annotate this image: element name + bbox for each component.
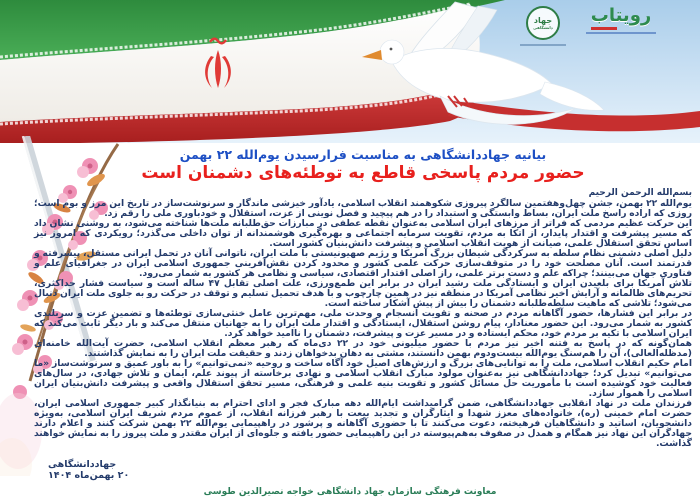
- body-paragraph: دلیل اصلی دشمنی نظام سلطه به سرکردگی شیطان بزرگ آمریکا و رژیم صهیونیستی با ملت ایران، ناتوانی آنان در تحمل ایرانی مستقل، پیشرفته و قدرتمند است. آنان مصلحت خود را در متوقف‌سازی حرکت علمی کشور و محدود کردن نقش‌آفرینی جمهوری اسلامی ایران در جغرافیای علم و فناوری جهان می‌بینند؛ چراکه علم و دست برتر علمی، راز اصلی اقتدار اقتصادی، سیاسی و نظامی هر کشور به شمار می‌رود.: [34, 248, 692, 279]
- statement-body: [0, 145, 700, 449]
- hero-banner: [0, 0, 700, 143]
- body-paragraph: در برابر این فشارها، حضور آگاهانه مردم در صحنه و تقویت انسجام و وحدت ملی، مهم‌ترین عامل خنثی‌سازی توطئه‌ها و تضمین عزت و سربلندی کشور به شمار می‌رود. این حضور معنادار، پیام روشن استقلال، ایستادگی و اقتدار ملت ایران را به جهانیان منتقل می‌کند و بار دیگر ثابت می‌کند که ایران اسلامی با تکیه بر مردم خود، محکم ایستاده و در مسیر عزت و پیشرفت، دشمنان را ناامید خواهد کرد.: [34, 308, 692, 339]
- seal-text: جهاد: [533, 15, 553, 25]
- jahad-seal-logo: جهاد دانشگاهی: [526, 6, 560, 40]
- seal-caption-line: [520, 44, 566, 46]
- body-paragraph: تلاش آمریکا برای بلعیدن ایران و ایستادگی ملت رشید ایران در برابر این طمع‌ورزی، علت اصلی تقابل ۴۷ ساله است و سیاست فشار حداکثری، تحریم‌های ظالمانه و آرایش اخیر نظامی آمریکا در منطقه نیز در همین چارچوب و با هدف تحمیل تسلیم و توقف در حرکت رو به جلوی ملت ایران دنبال می‌شود؛ تلاشی که ماهیت سلطه‌طلبانه دشمنان را بیش از پیش آشکار ساخته است.: [34, 278, 693, 309]
- rooytab-wordmark: رویتاب: [590, 5, 652, 26]
- page-subtitle: حضور مردم پاسخی قاطع به توطئه‌های دشمنان است: [141, 163, 585, 183]
- body-paragraph: همان‌گونه که در پاسخ به فتنه اخیر نیز مردم با حضور میلیونی خود در ۲۲ دی‌ماه که رهبر معظم انقلاب اسلامی، حضرت آیت‌الله خامنه‌ای (مدظله‌العالی)، آن را هم‌سنگ یوم‌الله بیست‌ودوم بهمن دانستند، مشتی به دهان بدخواهان زدند و حقیقت ملت ایران را به نمایش گذاشتند.: [34, 338, 692, 359]
- rooytab-blue-tagline: [586, 32, 656, 34]
- rooytab-logo: [583, 6, 659, 34]
- signature-date: ۲۰ بهمن‌ماه ۱۴۰۴: [48, 470, 130, 481]
- footer-credit: معاونت فرهنگی سازمان جهاد دانشگاهی خواجه نصیرالدین طوسی: [203, 487, 497, 497]
- signature-org: جهاددانشگاهی: [48, 459, 117, 470]
- body-paragraph: فرزندان ملت در نهاد انقلابی جهاددانشگاهی، ضمن گرامیداشت ایام‌الله دهه مبارک فجر و ادای احترام به بنیانگذار کبیر جمهوری اسلامی ایران، حضرت امام خمینی (ره)، خانواده‌های معزز شهدا و ایثارگران و تجدید بیعت با رهبر فرزانه انقلاب، از عموم مردم شریف ایران اسلامی، به‌ویژه دانشجویان، اساتید و دانشگاهیان فرهیخته، دعوت می‌کنند تا با حضوری آگاهانه و پرشور در راهپیمایی یوم‌الله ۲۲ بهمن شرکت کنند و اعلام دارند جهادگران این نهاد نیز همگام و همدل در صفوف به‌هم‌پیوسته در این راهپیمایی حضور یافته و جلوه‌ای از ایران مقتدر و ملت پیروز را به نمایش خواهند گذاشت.: [34, 398, 693, 449]
- body-paragraph: امام حکیم انقلاب اسلامی، ملت را به توانایی‌های بزرگ و ارزش‌های اصیل خود آگاه ساخت و روحیه «نمی‌توانیم» را به باور عمیق و سرنوشت‌ساز «ما می‌توانیم» تبدیل کرد؛ جهاددانشگاهی نیز به‌عنوان مولود مبارک انقلاب اسلامی و نهادی برخاسته از پیوند علم، ایمان و تلاش جهادی، در سال‌های فعالیت خود کوشیده است با مأموریت حل مسائل کشور و تقویت بنیه علمی و فرهنگی، مسیر تحقق استقلال واقعی و پیشرفت دانش‌بنیان ایران اسلامی را هموار سازد.: [34, 358, 692, 399]
- paragraph-list: [34, 199, 692, 449]
- body-paragraph: یوم‌الله ۲۲ بهمن، جشن چهل‌وهفتمین سالگرد پیروزی شکوهمند انقلاب اسلامی، یادآور خیزشی ماندگار و سرنوشت‌ساز در تاریخ این مرز و بوم است؛ روزی که اراده راسخ ملت ایران، بساط وابستگی و استبداد را در هم پیچید و فصل نوینی از عزت، استقلال و خودباوری ملی را رقم زد.: [34, 198, 692, 219]
- bismillah: بسم‌الله الرحمن الرحیم: [588, 188, 692, 198]
- signature-block: [48, 459, 144, 481]
- rooytab-red-tagline: [591, 27, 617, 30]
- page-title: بیانیه جهاددانشگاهی به مناسبت فرارسیدن یوم‌الله ۲۲ بهمن: [179, 147, 547, 162]
- body-paragraph: این حرکت عظیم مردمی که فراتر از مرزهای ایران اسلامی به‌عنوان نقطه عطفی در مبارزات حق‌طلبانه ملت‌ها شناخته می‌شود، به روشنی نشان داد که مسیر پیشرفت و اقتدار پایدار، از اتکا به مردم، تقویت سرمایه اجتماعی و بهره‌گیری هوشمندانه از توان داخلی می‌گذرد؛ رویکردی که امروز نیز اساس تحقق استقلال علمی، صیانت از هویت انقلاب اسلامی و پیشرفت دانش‌بنیان کشور است.: [34, 218, 692, 249]
